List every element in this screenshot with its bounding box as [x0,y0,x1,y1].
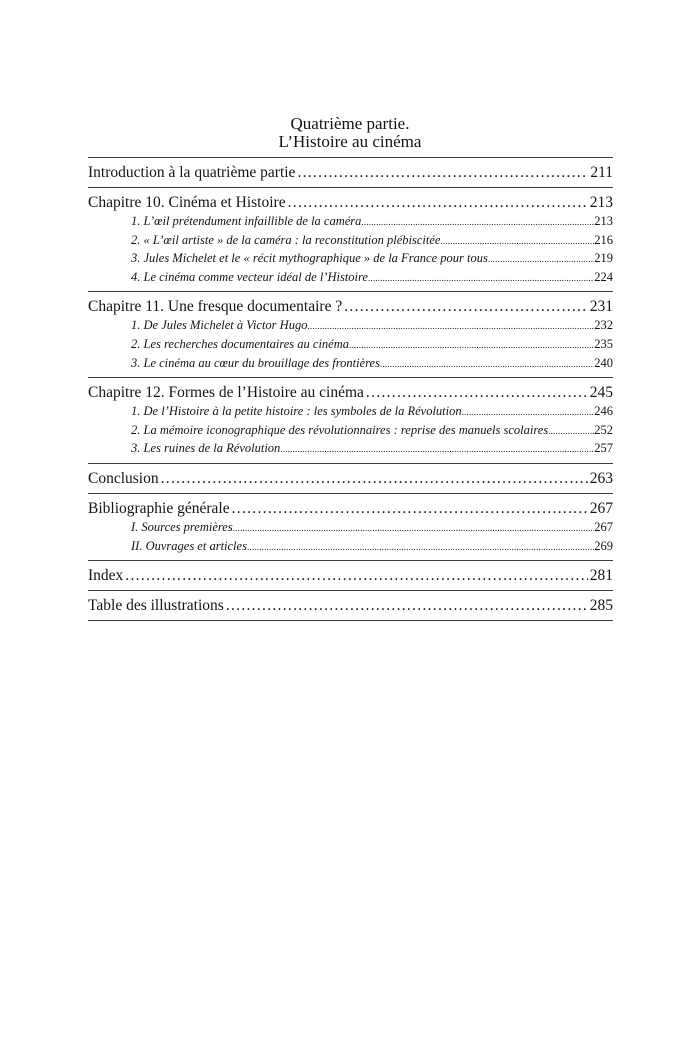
divider [88,157,613,158]
divider [88,463,613,464]
section-label: 3. Jules Michelet et le « récit mythographique » de la France pour tous [131,251,488,266]
entry-label: Chapitre 12. Formes de l’Histoire au cinéma [88,384,364,402]
dot-leader [548,423,594,441]
dot-leader [232,499,588,519]
section-label: 1. De Jules Michelet à Victor Hugo [131,318,308,333]
divider [88,377,613,378]
toc-entry-index[interactable] [88,566,613,586]
divider [88,493,613,494]
entry-page: 285 [589,597,613,615]
toc-section[interactable] [88,538,613,557]
part-heading: Quatrième partie. [290,114,410,133]
divider [88,620,613,621]
dot-leader [247,539,594,557]
dot-leader [361,214,594,232]
divider [88,291,613,292]
section-page: 269 [594,538,613,553]
toc-entry-chapter-11[interactable] [88,297,613,317]
entry-page: 281 [589,567,613,585]
section-page: 224 [594,269,613,284]
toc-section[interactable] [88,269,613,288]
section-label: 2. Les recherches documentaires au cinéma [131,336,349,351]
section-label: 4. Le cinéma comme vecteur idéal de l’Histoire [131,269,368,284]
toc-entry-illustrations[interactable] [88,596,613,616]
toc-section[interactable] [88,336,613,355]
section-label: 3. Le cinéma au cœur du brouillage des frontières [131,355,380,370]
dot-leader [368,270,594,288]
section-page: 213 [594,214,613,228]
dot-leader [366,383,588,403]
section-page: 232 [594,318,613,333]
entry-page: 245 [589,384,613,402]
entry-label: Chapitre 10. Cinéma et Histoire [88,194,286,211]
toc-section[interactable] [88,403,613,422]
section-page: 246 [594,404,613,419]
section-page: 235 [594,336,613,351]
dot-leader [233,520,595,538]
entry-label: Index [88,567,124,585]
toc-entry-introduction[interactable] [88,163,613,183]
toc-section[interactable] [88,440,613,459]
toc-section[interactable] [88,232,613,251]
dot-leader [307,318,594,336]
entry-label: Conclusion [88,469,159,487]
dot-leader [380,356,594,374]
toc-entry-chapter-10[interactable] [88,193,613,213]
part-title: L’Histoire au cinéma [278,132,422,151]
toc-section[interactable] [88,250,613,269]
entry-page: 213 [589,194,613,211]
section-label: 1. De l’Histoire à la petite histoire : les symboles de la Révolution [131,404,462,419]
dot-leader [462,404,595,422]
dot-leader [297,163,588,183]
divider [88,590,613,591]
toc-section[interactable] [88,213,613,232]
entry-label: Introduction à la quatrième partie [88,164,296,181]
toc-entry-conclusion[interactable] [88,469,613,489]
dot-leader [161,469,588,489]
section-label: 2. « L’œil artiste » de la caméra : la reconstitution plébiscitée [131,232,441,247]
section-page: 219 [594,251,613,266]
section-label: I. Sources premières [131,519,233,534]
toc-entry-bibliography[interactable] [88,499,613,519]
divider [88,560,613,561]
divider [88,187,613,188]
entry-label: Bibliographie générale [88,499,230,517]
dot-leader [280,441,594,459]
dot-leader [288,193,588,213]
toc-section[interactable] [88,422,613,441]
section-page: 257 [594,441,613,456]
entry-page: 267 [589,499,613,517]
dot-leader [349,337,594,355]
toc-section[interactable] [88,519,613,538]
section-label: II. Ouvrages et articles [131,538,247,553]
dot-leader [488,251,594,269]
entry-page: 263 [589,469,613,487]
section-label: 3. Les ruines de la Révolution [131,441,281,456]
section-page: 216 [594,232,613,247]
toc-section[interactable] [88,355,613,374]
toc-entry-chapter-12[interactable] [88,383,613,403]
entry-label: Table des illustrations [88,597,224,615]
dot-leader [344,297,588,317]
section-page: 252 [594,422,613,437]
entry-page: 231 [589,298,613,316]
table-of-contents [88,157,613,621]
entry-label: Chapitre 11. Une fresque documentaire ? [88,298,343,316]
section-label: 1. L’œil prétendument infaillible de la caméra [131,214,362,228]
dot-leader [125,566,587,586]
section-page: 267 [594,519,613,534]
section-page: 240 [594,355,613,370]
dot-leader [440,233,594,251]
entry-page: 211 [590,164,613,181]
toc-section[interactable] [88,317,613,336]
section-label: 2. La mémoire iconographique des révolutionnaires : reprise des manuels scolaires [131,422,549,437]
dot-leader [226,596,588,616]
